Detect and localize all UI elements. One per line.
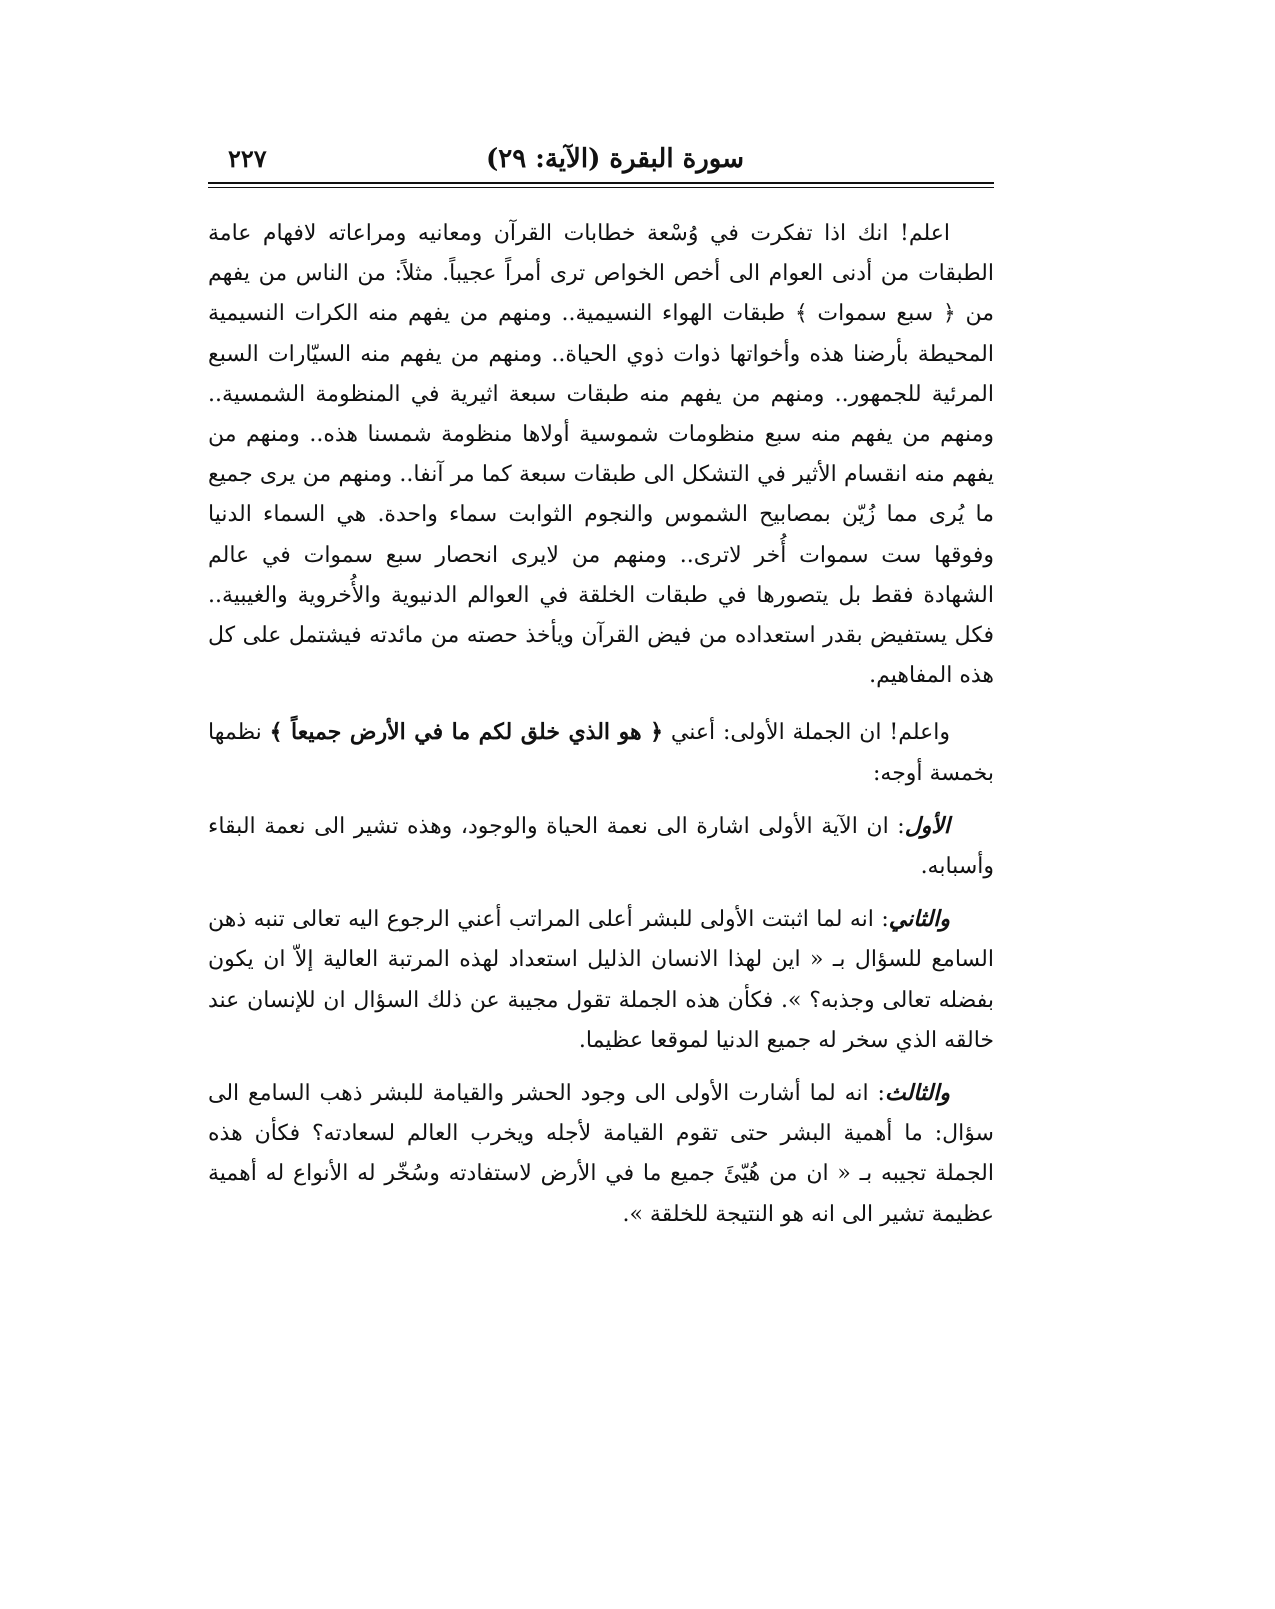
body-text (208, 214, 994, 1235)
paragraph-2 (208, 712, 994, 793)
paragraph-2-rest: نظمها بخمسة أوجه: (208, 720, 994, 786)
paragraph-3 (208, 806, 994, 887)
header-rule-thick (208, 182, 994, 184)
point-second-text: : انه لما اثبتت الأولى للبشر أعلى المراتب أعني الرجوع اليه تعالى تنبه ذهن السامع للسؤال بـ « اين لهذا الانسان الذليل استعداد لهذه المرتبة العالية إلاّ ان يكون بفضله تعالى وجذبه؟ ». فكأن هذه الجملة تقول مجيبة عن ذلك السؤال ان للإنسان عند خالقه الذي سخر له جميع الدنيا لموقعا عظيما. (208, 907, 994, 1053)
paragraph-2-intro: واعلم! ان الجملة الأولى: أعني (670, 720, 950, 746)
point-third-label: والثالث (884, 1080, 950, 1107)
running-title: سورة البقرة (الآية: ٢٩) (485, 144, 744, 174)
paragraph-1: اعلم! انك اذا تفكرت في وُسْعة خطابات القرآن ومعانيه ومراعاته لافهام عامة الطبقات من أدنى العوام الى أخص الخواص ترى أمراً عجيباً. مثلاً: من الناس من يفهم من ﴿ سبع سموات ﴾ طبقات الهواء النسيمية.. ومنهم من يفهم منه الكرات النسيمية المحيطة بأرضنا هذه وأخواتها ذوات ذوي الحياة.. ومنهم من يفهم منه السيّارات السبع المرئية للجمهور.. ومنهم من يفهم منه طبقات سبعة اثيرية في المنظومة الشمسية.. ومنهم من يفهم منه سبع منظومات شموسية أولاها منظومة شمسنا هذه.. ومنهم من يفهم منه انقسام الأثير في التشكل الى طبقات سبعة كما مر آنفا.. ومنهم من يرى جميع ما يُرى مما زُيّن بمصابيح الشموس والنجوم الثوابت سماء واحدة. هي السماء الدنيا وفوقها ست سموات أُخر لاترى.. ومنهم من لايرى انحصار سبع سموات في عالم الشهادة فقط بل يتصورها في طبقات الخلقة في العوالم الدنيوية والأُخروية والغيبية.. فكل يستفيض بقدر استعداده من فيض القرآن ويأخذ حصته من مائدته فيشتمل على كل هذه المفاهيم. (208, 221, 994, 689)
point-first-text: : ان الآية الأولى اشارة الى نعمة الحياة والوجود، وهذه تشير الى نعمة البقاء وأسبابه. (208, 813, 994, 880)
point-third-text: : انه لما أشارت الأولى الى وجود الحشر والقيامة للبشر ذهب السامع الى سؤال: ما أهمية البشر حتى تقوم القيامة لأجله ويخرب العالم لسعادته؟ فكأن هذه الجملة تجيبه بـ « ان من هُيّئَ جميع ما في الأرض لاستفادته وسُخّر له الأنواع له أهمية عظيمة تشير الى انه هو النتيجة للخلقة ». (208, 1081, 994, 1227)
paragraph-5 (208, 1073, 994, 1235)
paragraph-4 (208, 899, 994, 1061)
page-header (208, 140, 994, 180)
quran-verse: ﴿ هو الذي خلق لكم ما في الأرض جميعاً ﴾ (269, 719, 663, 746)
point-first-label: الأول (904, 812, 950, 839)
document-page (208, 140, 994, 1247)
page-number: ٢٢٧ (228, 144, 267, 173)
header-rule-thin (208, 187, 994, 188)
point-second-label: والثاني (888, 906, 950, 933)
